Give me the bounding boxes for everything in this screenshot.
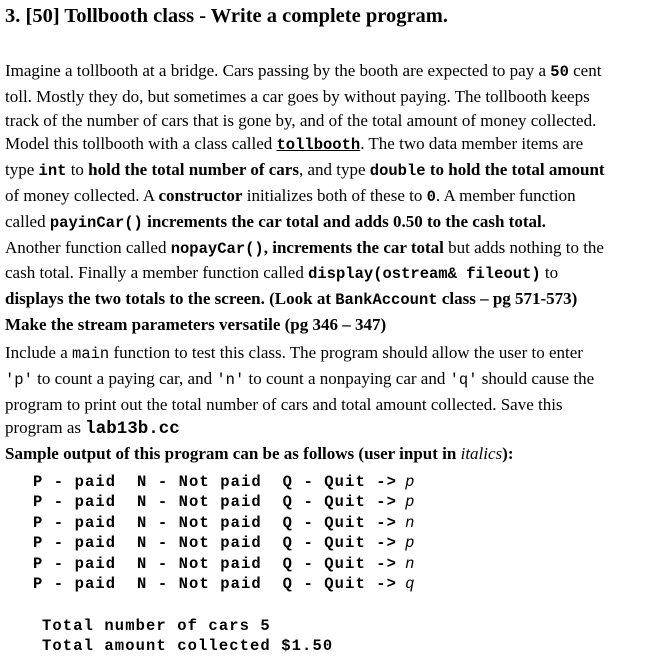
prompt-text: P - paid N - Not paid Q - Quit -> [33, 575, 398, 594]
prompt-line [33, 472, 415, 492]
main-instructions [5, 341, 660, 466]
text-line [5, 341, 660, 367]
text-line [5, 287, 660, 313]
text-segment: to count a nonpaying car and [244, 368, 450, 388]
prompt-line [33, 554, 415, 574]
text-segment: cent [568, 61, 602, 80]
text-line [5, 393, 660, 417]
user-input: p [405, 493, 416, 512]
prompt-text: P - paid N - Not paid Q - Quit -> [33, 534, 398, 553]
user-input: n [405, 554, 416, 573]
text-segment: type [5, 160, 39, 180]
user-input: p [405, 534, 416, 553]
styled-text: to hold the total amount [425, 160, 605, 180]
text-segment: to [540, 263, 559, 283]
text-segment: of money collected. A [5, 185, 159, 205]
prompt-text: P - paid N - Not paid Q - Quit -> [33, 513, 398, 532]
text-segment: Another function called [5, 237, 171, 257]
text-segment: Include a [5, 343, 73, 362]
text-segment: , and type [298, 160, 370, 180]
styled-text: Sample output of this program can be as follows (user input in [5, 444, 461, 464]
text-segment: toll. Mostly they do, but sometimes a car goes by without paying. The tollbooth keeps [5, 86, 590, 106]
styled-text: lab13b.cc [85, 419, 180, 440]
styled-text: BankAccount [335, 291, 438, 310]
styled-text: nopayCar() [170, 239, 264, 258]
question-title: 3. [50] Tollbooth class - Write a complete program. [5, 5, 449, 27]
text-line [5, 158, 660, 184]
styled-text: italics [460, 444, 503, 464]
total-amount-line: Total amount collected $1.50 [42, 637, 334, 656]
text-segment: but adds nothing to the [443, 237, 604, 257]
text-segment: . The two data member items are [360, 134, 584, 154]
text-line [5, 210, 660, 236]
text-segment: cash total. Finally a member function called [5, 263, 309, 283]
text-line [5, 367, 660, 393]
prompt-line [33, 574, 415, 594]
styled-text: class – pg 571-573) [437, 289, 578, 309]
prompt-text: P - paid N - Not paid Q - Quit -> [33, 493, 398, 512]
styled-text: double [369, 162, 426, 181]
styled-text: constructor [158, 185, 243, 205]
text-line [5, 59, 660, 85]
sample-output-prompts [33, 472, 415, 594]
styled-text: 50 [550, 63, 569, 81]
text-segment: program as [5, 418, 86, 438]
text-segment: called [5, 211, 50, 231]
text-segment: . A member function [435, 185, 576, 205]
styled-text: 0 [426, 187, 436, 206]
text-segment: to count a paying car, and [32, 368, 217, 388]
user-input: p [405, 473, 416, 491]
text-line [5, 132, 660, 158]
text-line [5, 85, 660, 109]
text-line [5, 109, 660, 133]
styled-text: ): [502, 444, 514, 464]
styled-text: Make the stream parameters versatile (pg 346 – 347) [5, 314, 387, 334]
user-input: q [405, 575, 416, 594]
styled-text: display(ostream& fileout) [308, 265, 541, 284]
prompt-line [33, 513, 415, 533]
text-segment: to [66, 160, 89, 180]
text-line [5, 184, 660, 210]
styled-text: tollbooth [276, 136, 361, 155]
styled-text: 'n' [216, 370, 245, 389]
user-input: n [405, 513, 416, 532]
styled-text: hold the total number of cars [88, 160, 299, 180]
text-line [5, 313, 660, 337]
styled-text: main [72, 345, 110, 363]
prompt-text: P - paid N - Not paid Q - Quit -> [33, 473, 398, 491]
styled-text: increments the car total and adds 0.50 to the cash total. [142, 211, 546, 231]
text-segment: should cause the [477, 368, 595, 388]
styled-text: int [38, 162, 67, 181]
text-segment: Model this tollbooth with a class called [5, 134, 277, 154]
styled-text: , increments the car total [263, 237, 444, 257]
text-line [5, 236, 660, 262]
text-line [5, 261, 660, 287]
text-line [5, 442, 660, 466]
prompt-line [33, 533, 415, 553]
total-cars-line: Total number of cars 5 [42, 617, 271, 635]
text-line [5, 416, 660, 442]
text-segment: function to test this class. The program should allow the user to enter [109, 343, 583, 362]
prompt-line [33, 492, 415, 512]
text-segment: program to print out the total number of cars and total amount collected. Save this [5, 394, 563, 414]
prompt-text: P - paid N - Not paid Q - Quit -> [33, 554, 398, 573]
text-segment: track of the number of cars that is gone by, and of the total amount of money collected. [5, 110, 597, 130]
styled-text: payinCar() [49, 213, 143, 232]
problem-description [5, 59, 660, 337]
styled-text: 'p' [5, 370, 33, 389]
styled-text: displays the two totals to the screen. (Look at [5, 289, 336, 309]
sample-output-totals [42, 616, 333, 657]
text-segment: Imagine a tollbooth at a bridge. Cars passing by the booth are expected to pay a [5, 61, 551, 80]
styled-text: 'q' [449, 370, 478, 389]
text-segment: initializes both of these to [242, 185, 427, 205]
